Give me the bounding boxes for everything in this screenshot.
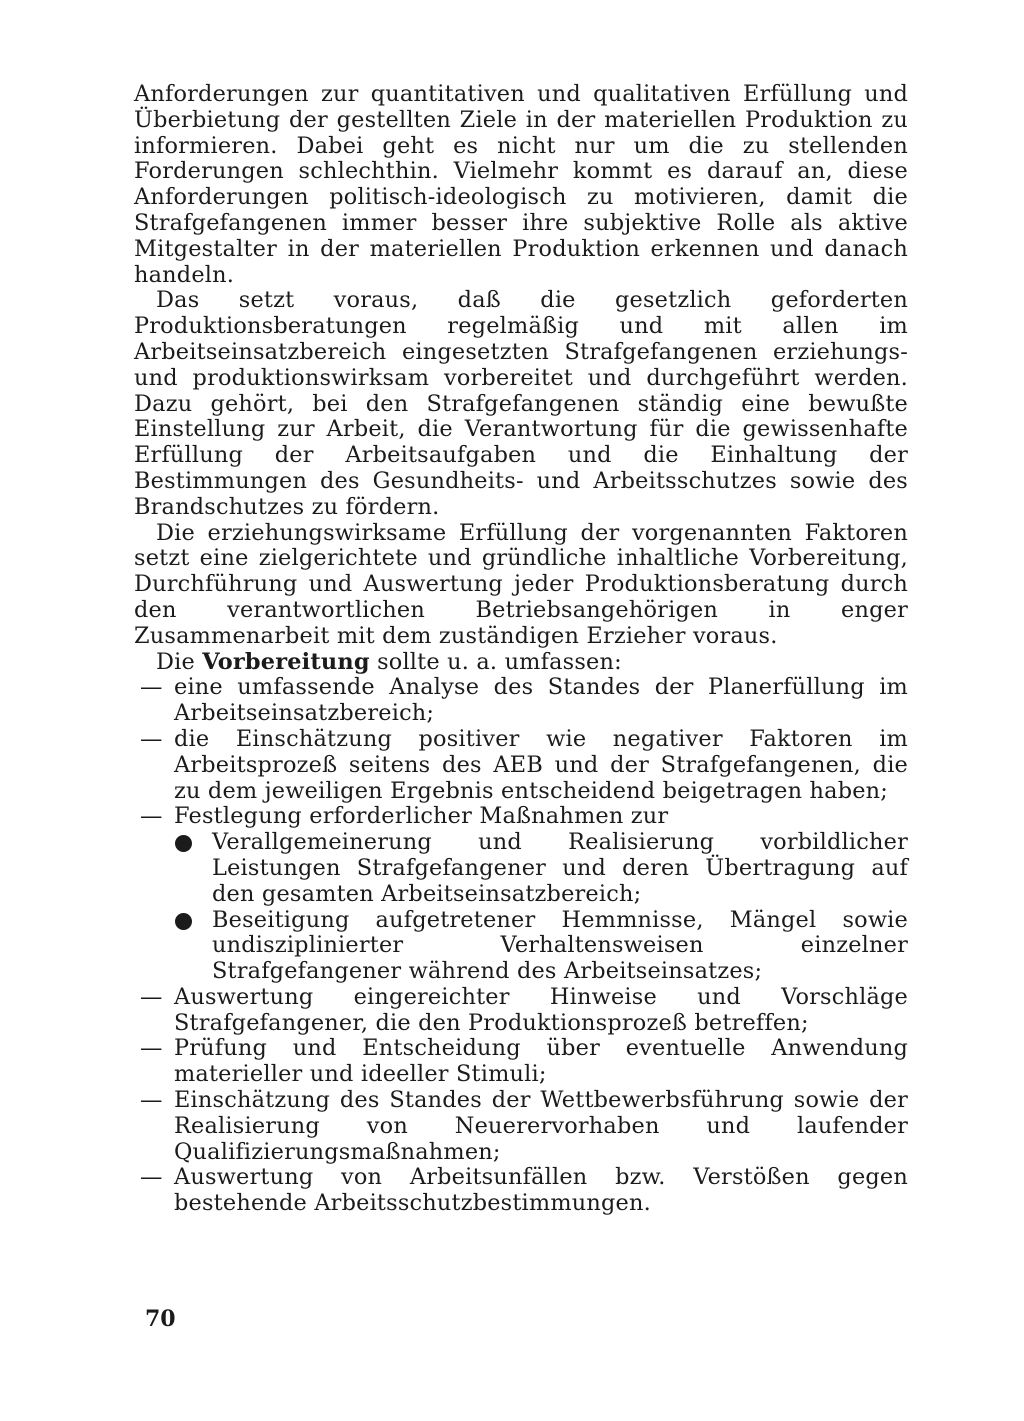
intro-bold-term: Vorbereitung xyxy=(202,648,370,675)
intro-prefix: Die xyxy=(156,648,203,675)
list-item-text: Festlegung erforderlicher Maßnahmen zur xyxy=(174,803,669,830)
dot-sublist xyxy=(134,830,908,985)
sublist-item xyxy=(134,908,908,985)
list-intro xyxy=(134,650,908,676)
list-item xyxy=(134,675,908,727)
sublist-item xyxy=(134,830,908,907)
page-number: 70 xyxy=(145,1306,176,1332)
dash-list-continued xyxy=(134,985,908,1217)
filled-circle-bullet-icon xyxy=(175,835,192,852)
list-item-text: Prüfung und Entscheidung über eventuelle Anwendung materieller und ideeller Stimuli; xyxy=(174,1035,908,1088)
intro-suffix: sollte u. a. umfassen: xyxy=(369,648,622,675)
list-item xyxy=(134,1165,908,1217)
paragraph-3: Die erziehungswirksame Erfüllung der vorgenannten Faktoren setzt eine zielgerichtete und gründliche inhaltliche Vorbereitung, Durchführung und Auswertung jeder Produktionsberatung durch den verantwortlichen Betriebsangehörigen in enger Zusammenarbeit mit dem zuständigen Erzieher voraus. xyxy=(134,519,908,649)
list-item-text: die Einschätzung positiver wie negativer Faktoren im Arbeitsprozeß seitens des AEB und der Strafgefangenen, die zu dem jeweiligen Ergebnis entscheidend beigetragen haben; xyxy=(174,725,908,804)
list-item xyxy=(134,727,908,804)
dash-bullet: — xyxy=(140,803,163,830)
dash-bullet: — xyxy=(140,1035,163,1062)
sublist-item-text: Beseitigung aufgetretener Hemmnisse, Mängel sowie undisziplinierter Verhaltensweisen einzelner Strafgefangener während des Arbeitseinsatzes; xyxy=(212,906,908,985)
list-item xyxy=(134,804,908,830)
list-item xyxy=(134,985,908,1037)
sublist-item-text: Verallgemeinerung und Realisierung vorbildlicher Leistungen Strafgefangener und deren Übertragung auf den gesamten Arbeitseinsatzbereich; xyxy=(212,829,908,907)
filled-circle-bullet-icon xyxy=(175,913,192,930)
dash-bullet: — xyxy=(140,983,163,1010)
list-item-text: Auswertung von Arbeitsunfällen bzw. Verstößen gegen bestehende Arbeitsschutzbestimmungen. xyxy=(174,1164,908,1217)
dash-bullet: — xyxy=(140,674,163,701)
body-text xyxy=(134,82,908,1217)
paragraph-2: Das setzt voraus, daß die gesetzlich geforderten Produktionsberatungen regelmäßig und mit allen im Arbeitseinsatzbereich eingesetzten Strafgefangenen erziehungs- und produktionswirksam vorbereitet und durchgeführt werden. Dazu gehört, bei den Strafgefangenen ständig eine bewußte Einstellung zur Arbeit, die Verantwortung für die gewissenhafte Erfüllung der Arbeitsaufgaben und die Einhaltung der Bestimmungen des Gesundheits- und Arbeitsschutzes sowie des Brandschutzes zu fördern. xyxy=(134,287,908,520)
dash-list xyxy=(134,675,908,830)
list-item-text: eine umfassende Analyse des Standes der Planerfüllung im Arbeitseinsatzbereich; xyxy=(174,674,908,727)
list-item xyxy=(134,1088,908,1165)
list-item-text: Auswertung eingereichter Hinweise und Vorschläge Strafgefangener, die den Produktionsprozeß betreffen; xyxy=(174,983,908,1036)
dash-bullet: — xyxy=(140,725,163,752)
list-item xyxy=(134,1036,908,1088)
paragraph-1: Anforderungen zur quantitativen und qualitativen Erfüllung und Überbietung der gestellten Ziele in der materiellen Produktion zu informieren. Dabei geht es nicht nur um die zu stellenden Forderungen schlechthin. Vielmehr kommt es darauf an, diese Anforderungen politisch-ideologisch zu motivieren, damit die Strafgefangenen immer besser ihre subjektive Rolle als aktive Mitgestalter in der materiellen Produktion erkennen und danach handeln. xyxy=(134,81,908,288)
list-item-text: Einschätzung des Standes der Wettbewerbsführung sowie der Realisierung von Neuerervorhaben und laufender Qualifizierungsmaßnahmen; xyxy=(174,1087,908,1165)
dash-bullet: — xyxy=(140,1164,163,1191)
dash-bullet: — xyxy=(140,1087,163,1114)
